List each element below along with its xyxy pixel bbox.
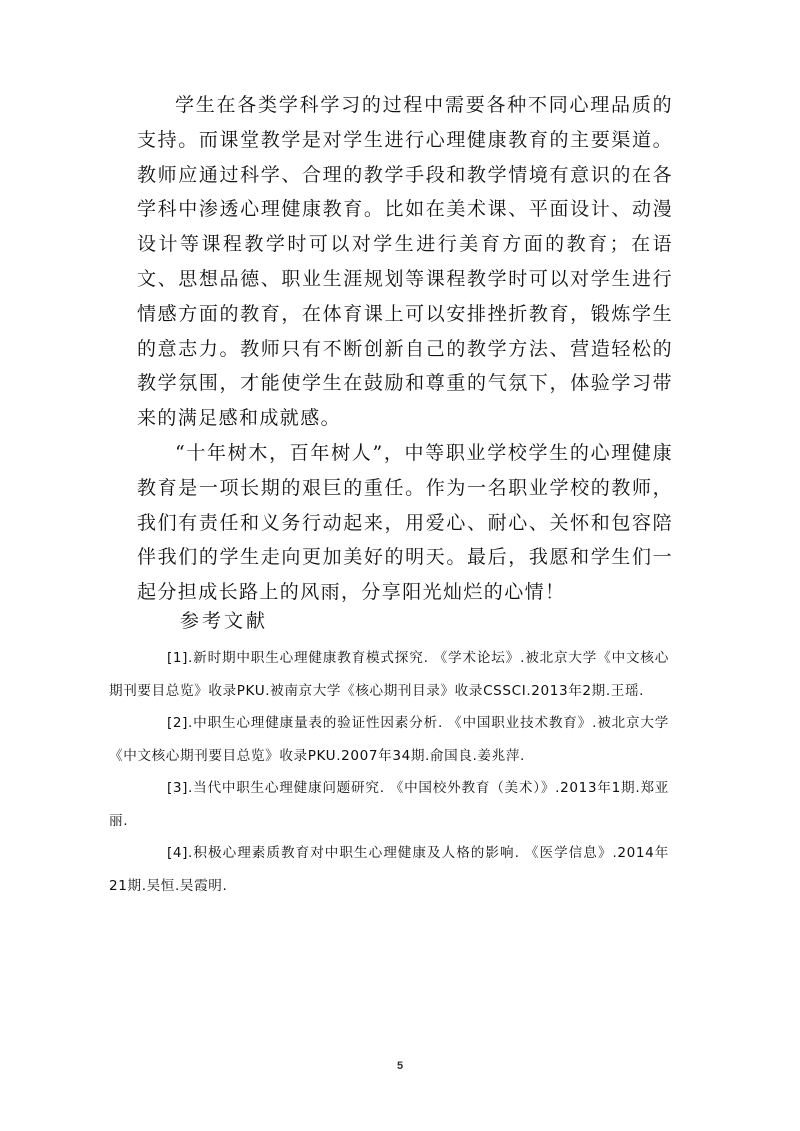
paragraph: 学生在各类学科学习的过程中需要各种不同心理品质的支持。而课堂教学是对学生进行心理健康教育的主要渠道。教师应通过科学、合理的教学手段和教学情境有意识的在各学科中渗透心理健康教育。比如在美术课、平面设计、动漫设计等课程教学时可以对学生进行美育方面的教育；在语文、思想品德、职业生涯规划等课程教学时可以对学生进行情感方面的教育，在体育课上可以安排挫折教育，锻炼学生的意志力。教师只有不断创新自己的教学方法、营造轻松的教学氛围，才能使学生在鼓励和尊重的气氛下，体验学习带来的满足感和成就感。 (137, 94, 673, 430)
reference-item: [4].积极心理素质教育对中职生心理健康及人格的影响. 《医学信息》.2014年21期.吴恒.吴霞明. (109, 845, 669, 894)
reference-item: [3].当代中职生心理健康问题研究. 《中国校外教育（美术）》.2013年1期.郑亚丽. (109, 780, 669, 829)
reference-item: [2].中职生心理健康量表的验证性因素分析. 《中国职业技术教育》.被北京大学《中文核心期刊要目总览》收录PKU.2007年34期.俞国良.姜兆萍. (109, 715, 669, 764)
references-heading: 参考文献 (180, 610, 269, 632)
reference-item: [1].新时期中职生心理健康教育模式探究. 《学术论坛》.被北京大学《中文核心期刊要目总览》收录PKU.被南京大学《核心期刊目录》收录CSSCI.2013年2期.王瑶. (109, 650, 669, 699)
page-number: 5 (396, 1060, 404, 1072)
paragraph: “十年树木，百年树人”，中等职业学校学生的心理健康教育是一项长期的艰巨的重任。作为一名职业学校的教师，我们有责任和义务行动起来，用爱心、耐心、关怀和包容陪伴我们的学生走向更加美好的明天。最后，我愿和学生们一起分担成长路上的风雨，分享阳光灿烂的心情！ (137, 441, 673, 604)
body-text (137, 88, 673, 610)
references-list (109, 642, 669, 902)
